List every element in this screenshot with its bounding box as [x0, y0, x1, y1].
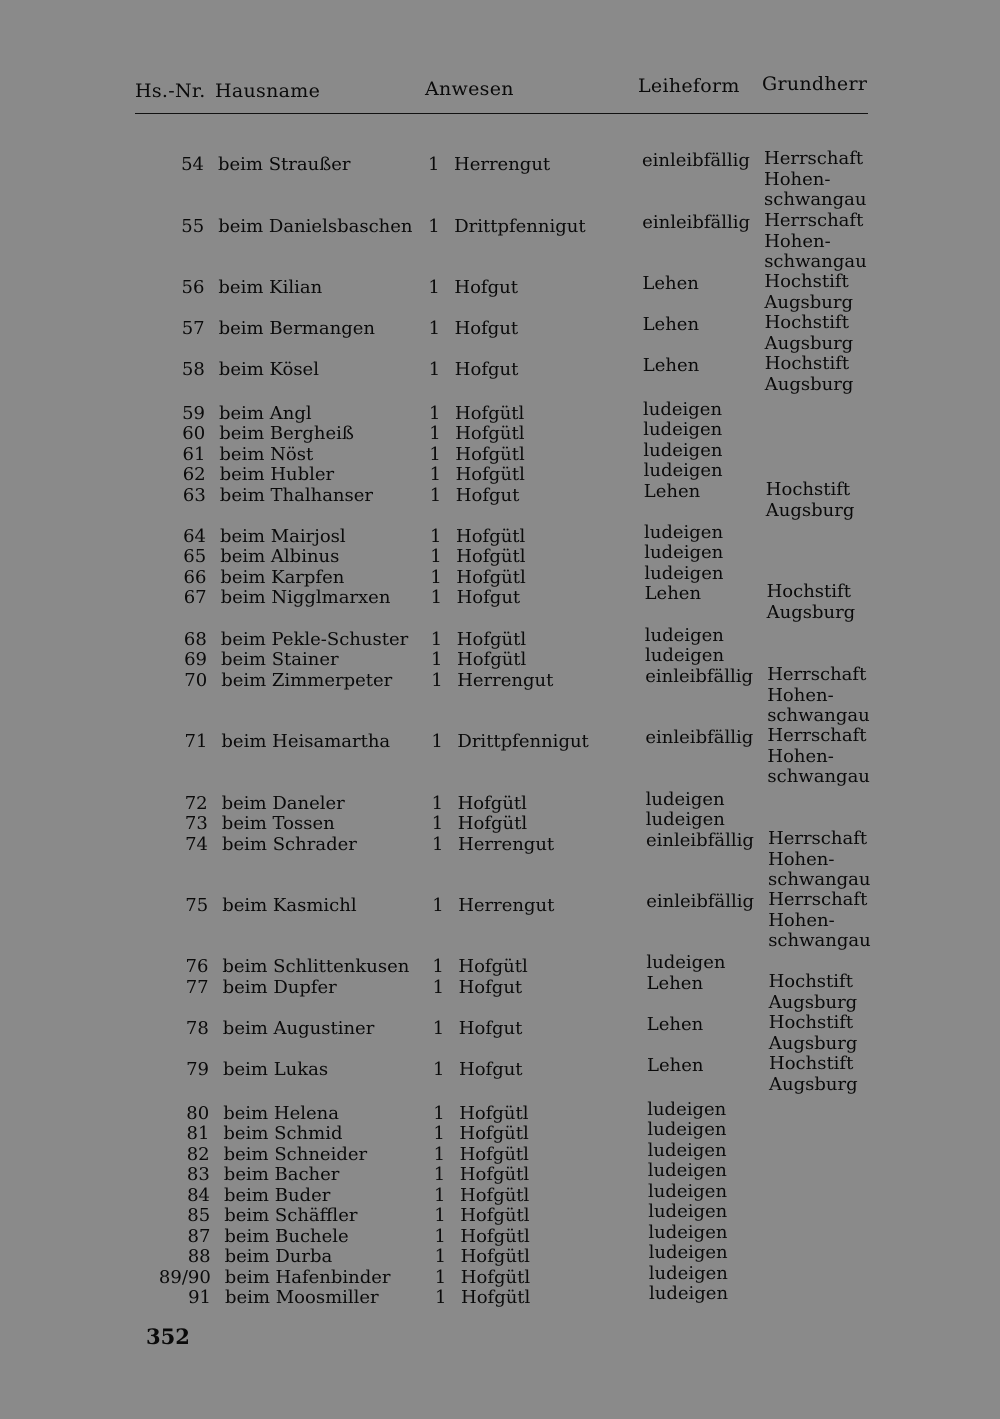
cell-anzahl: 1 [430, 587, 443, 608]
cell-nr: 89/90 [158, 1267, 211, 1288]
cell-leiheform: ludeigen [648, 1242, 728, 1263]
cell-hausname: beim Danielsbaschen [218, 216, 413, 237]
cell-anzahl: 1 [428, 318, 441, 339]
cell-leiheform: einleibfällig [646, 891, 755, 912]
cell-nr: 82 [186, 1144, 210, 1165]
cell-hausname: beim Schlittenkusen [222, 956, 410, 977]
cell-anwesen: Hofgütl [456, 629, 527, 650]
cell-nr: 57 [181, 318, 205, 339]
cell-hausname: beim Hubler [219, 464, 335, 485]
cell-anwesen: Hofgut [459, 1059, 523, 1080]
cell-hausname: beim Karpfen [220, 567, 345, 588]
cell-grundherr: Hochstift Augsburg [768, 971, 858, 1013]
cell-anzahl: 1 [432, 1018, 445, 1039]
cell-nr: 62 [182, 464, 206, 485]
cell-anwesen: Hofgut [454, 318, 519, 339]
cell-anwesen: Drittpfennigut [454, 216, 586, 237]
cell-hausname: beim Nigglmarxen [220, 587, 391, 608]
cell-hausname: beim Lukas [223, 1059, 329, 1080]
cell-nr: 59 [182, 403, 205, 424]
cell-grundherr: Hochstift Augsburg [766, 581, 856, 623]
cell-hausname: beim Durba [224, 1246, 333, 1267]
cell-hausname: beim Buchele [224, 1226, 349, 1247]
cell-anzahl: 1 [428, 154, 440, 175]
cell-anzahl: 1 [429, 464, 442, 485]
cell-leiheform: ludeigen [648, 1181, 728, 1202]
cell-anzahl: 1 [430, 567, 442, 588]
cell-leiheform: ludeigen [645, 645, 725, 666]
cell-anwesen: Hofgut [458, 977, 523, 998]
cell-hausname: beim Stainer [221, 649, 339, 670]
cell-leiheform: ludeigen [647, 1099, 727, 1120]
cell-nr: 66 [183, 567, 207, 588]
cell-hausname: beim Thalhanser [219, 485, 374, 506]
cell-nr: 56 [181, 277, 205, 298]
cell-anzahl: 1 [434, 1226, 446, 1247]
cell-nr: 77 [185, 977, 209, 998]
cell-grundherr: Herrschaft Hohen- schwangau [768, 828, 871, 890]
cell-anwesen: Hofgütl [456, 567, 526, 588]
cell-leiheform: einleibfällig [645, 666, 754, 687]
cell-anwesen: Hofgütl [455, 464, 525, 485]
cell-nr: 74 [185, 834, 208, 855]
cell-leiheform: ludeigen [649, 1283, 729, 1304]
cell-leiheform: einleibfällig [642, 212, 751, 233]
cell-leiheform: ludeigen [648, 1263, 728, 1284]
cell-grundherr: Herrschaft Hohen- schwangau [764, 148, 867, 210]
cell-anzahl: 1 [432, 895, 444, 916]
cell-leiheform: Lehen [643, 481, 701, 502]
cell-anwesen: Drittpfennigut [457, 731, 589, 752]
header-nr: Hs.-Nr. [135, 80, 206, 102]
cell-leiheform: ludeigen [643, 419, 723, 440]
cell-anzahl: 1 [433, 1164, 446, 1185]
cell-anwesen: Hofgut [454, 277, 518, 298]
cell-leiheform: Lehen [642, 355, 700, 376]
cell-nr: 91 [188, 1287, 211, 1308]
header-anwesen: Anwesen [425, 78, 514, 100]
cell-anwesen: Hofgütl [457, 649, 527, 670]
cell-anwesen: Hofgütl [460, 1205, 530, 1226]
cell-anwesen: Hofgütl [455, 423, 525, 444]
cell-nr: 75 [185, 895, 209, 916]
cell-anzahl: 1 [431, 793, 444, 814]
cell-nr: 63 [182, 485, 206, 506]
cell-grundherr: Herrschaft Hohen- schwangau [764, 210, 867, 272]
cell-hausname: beim Kasmichl [222, 895, 357, 916]
cell-nr: 78 [185, 1018, 209, 1039]
cell-anwesen: Hofgütl [457, 793, 527, 814]
cell-nr: 67 [183, 587, 207, 608]
cell-hausname: beim Nöst [219, 444, 314, 465]
cell-nr: 65 [183, 546, 207, 567]
cell-anzahl: 1 [434, 1267, 447, 1288]
cell-anzahl: 1 [435, 1287, 447, 1308]
cell-hausname: beim Daneler [221, 793, 345, 814]
cell-grundherr: Hochstift Augsburg [764, 312, 854, 354]
cell-anzahl: 1 [431, 731, 443, 752]
cell-hausname: beim Bermangen [218, 318, 375, 339]
cell-anzahl: 1 [432, 977, 445, 998]
cell-grundherr: Herrschaft Hohen- schwangau [767, 725, 870, 787]
cell-anzahl: 1 [433, 1144, 446, 1165]
cell-hausname: beim Augustiner [222, 1018, 375, 1039]
cell-hausname: beim Kösel [218, 359, 319, 380]
cell-anwesen: Herrengut [458, 834, 555, 855]
cell-anwesen: Hofgütl [455, 444, 525, 465]
cell-anzahl: 1 [429, 423, 441, 444]
cell-anzahl: 1 [430, 546, 442, 567]
cell-anwesen: Hofgütl [460, 1226, 530, 1247]
cell-leiheform: ludeigen [647, 1119, 727, 1140]
cell-nr: 60 [182, 423, 206, 444]
cell-anwesen: Hofgut [455, 485, 520, 506]
cell-anzahl: 1 [428, 216, 440, 237]
cell-anwesen: Hofgütl [459, 1144, 529, 1165]
cell-anzahl: 1 [432, 956, 444, 977]
cell-leiheform: ludeigen [644, 625, 724, 646]
cell-anwesen: Hofgütl [455, 403, 525, 424]
header-leiheform: Leiheform [638, 75, 740, 97]
page-number: 352 [146, 1324, 190, 1349]
cell-leiheform: ludeigen [645, 789, 725, 810]
cell-hausname: beim Angl [219, 403, 312, 424]
cell-anzahl: 1 [429, 444, 441, 465]
cell-hausname: beim Kilian [218, 277, 323, 298]
cell-leiheform: einleibfällig [646, 830, 754, 851]
cell-leiheform: ludeigen [643, 399, 723, 420]
cell-anwesen: Hofgut [454, 359, 519, 380]
cell-nr: 72 [184, 793, 208, 814]
cell-leiheform: ludeigen [646, 952, 726, 973]
cell-leiheform: ludeigen [644, 542, 724, 563]
cell-hausname: beim Bergheiß [219, 423, 354, 444]
cell-leiheform: Lehen [642, 314, 700, 335]
cell-nr: 85 [187, 1205, 211, 1226]
cell-anzahl: 1 [432, 834, 444, 855]
cell-nr: 64 [183, 526, 206, 547]
cell-grundherr: Hochstift Augsburg [769, 1053, 858, 1095]
cell-nr: 80 [186, 1103, 210, 1124]
cell-anwesen: Hofgütl [460, 1185, 530, 1206]
cell-hausname: beim Schrader [222, 834, 357, 855]
cell-hausname: beim Tossen [221, 813, 335, 834]
cell-nr: 83 [186, 1164, 210, 1185]
cell-anwesen: Herrengut [454, 154, 551, 175]
cell-nr: 84 [187, 1185, 210, 1206]
header-hausname: Hausname [215, 80, 321, 102]
cell-hausname: beim Buder [224, 1185, 331, 1206]
cell-nr: 79 [186, 1059, 209, 1080]
cell-anzahl: 1 [428, 277, 440, 298]
cell-nr: 69 [184, 649, 207, 670]
cell-nr: 71 [184, 731, 208, 752]
cell-leiheform: ludeigen [644, 522, 724, 543]
cell-hausname: beim Helena [223, 1103, 340, 1124]
cell-hausname: beim Albinus [220, 546, 340, 567]
cell-hausname: beim Moosmiller [225, 1287, 379, 1308]
cell-hausname: beim Heisamartha [221, 731, 391, 752]
cell-nr: 58 [181, 359, 205, 380]
cell-leiheform: Lehen [646, 973, 704, 994]
cell-anwesen: Hofgütl [460, 1267, 531, 1288]
cell-leiheform: Lehen [647, 1055, 704, 1076]
cell-hausname: beim Bacher [223, 1164, 340, 1185]
cell-hausname: beim Hafenbinder [224, 1267, 391, 1288]
cell-leiheform: Lehen [642, 273, 699, 294]
cell-anwesen: Hofgütl [457, 813, 528, 834]
cell-anzahl: 1 [430, 629, 443, 650]
cell-leiheform: ludeigen [644, 563, 724, 584]
cell-hausname: beim Zimmerpeter [221, 670, 393, 691]
cell-anzahl: 1 [430, 526, 442, 547]
cell-anzahl: 1 [428, 359, 441, 380]
cell-leiheform: ludeigen [647, 1160, 727, 1181]
cell-anzahl: 1 [429, 403, 441, 424]
cell-hausname: beim Schäffler [224, 1205, 358, 1226]
cell-anwesen: Herrengut [458, 895, 555, 916]
cell-leiheform: ludeigen [648, 1201, 728, 1222]
cell-nr: 81 [186, 1123, 210, 1144]
cell-nr: 54 [181, 154, 204, 175]
cell-leiheform: einleibfällig [645, 727, 754, 748]
cell-anzahl: 1 [434, 1205, 446, 1226]
cell-nr: 55 [181, 216, 205, 237]
header-grundherr: Grundherr [762, 73, 868, 95]
cell-nr: 88 [187, 1246, 211, 1267]
cell-hausname: beim Mairjosl [220, 526, 346, 547]
cell-anwesen: Hofgütl [456, 546, 526, 567]
cell-anzahl: 1 [431, 813, 444, 834]
cell-leiheform: Lehen [646, 1014, 704, 1035]
cell-leiheform: ludeigen [645, 809, 725, 830]
cell-anwesen: Hofgütl [460, 1246, 530, 1267]
cell-anwesen: Hofgütl [458, 956, 528, 977]
cell-anwesen: Herrengut [457, 670, 554, 691]
cell-anwesen: Hofgut [456, 587, 521, 608]
cell-leiheform: ludeigen [647, 1140, 727, 1161]
cell-anwesen: Hofgütl [461, 1287, 531, 1308]
cell-grundherr: Hochstift Augsburg [765, 479, 855, 521]
cell-grundherr: Hochstift Augsburg [768, 1012, 858, 1054]
cell-anzahl: 1 [434, 1185, 446, 1206]
cell-nr: 61 [182, 444, 206, 465]
cell-leiheform: einleibfällig [642, 150, 750, 171]
cell-hausname: beim Pekle-Schuster [220, 629, 409, 650]
cell-anzahl: 1 [434, 1246, 447, 1267]
cell-anzahl: 1 [433, 1059, 445, 1080]
cell-nr: 73 [184, 813, 208, 834]
cell-hausname: beim Schneider [223, 1144, 368, 1165]
cell-leiheform: Lehen [644, 583, 702, 604]
cell-leiheform: ludeigen [643, 460, 723, 481]
cell-nr: 76 [185, 956, 209, 977]
cell-grundherr: Herrschaft Hohen- schwangau [767, 664, 870, 726]
cell-anwesen: Hofgütl [456, 526, 526, 547]
cell-anzahl: 1 [431, 649, 443, 670]
cell-anzahl: 1 [433, 1103, 445, 1124]
cell-anzahl: 1 [433, 1123, 445, 1144]
cell-anwesen: Hofgut [458, 1018, 523, 1039]
cell-hausname: beim Schmid [223, 1123, 343, 1144]
cell-grundherr: Hochstift Augsburg [764, 271, 853, 313]
cell-anzahl: 1 [431, 670, 443, 691]
cell-leiheform: ludeigen [643, 440, 723, 461]
cell-leiheform: ludeigen [648, 1222, 728, 1243]
cell-nr: 70 [184, 670, 208, 691]
cell-hausname: beim Straußer [218, 154, 351, 175]
cell-anwesen: Hofgütl [459, 1164, 530, 1185]
cell-nr: 87 [187, 1226, 211, 1247]
cell-anwesen: Hofgütl [459, 1123, 529, 1144]
cell-anwesen: Hofgütl [459, 1103, 529, 1124]
cell-nr: 68 [183, 629, 207, 650]
cell-grundherr: Hochstift Augsburg [764, 353, 854, 395]
cell-hausname: beim Dupfer [222, 977, 337, 998]
cell-anzahl: 1 [429, 485, 442, 506]
cell-grundherr: Herrschaft Hohen- schwangau [768, 889, 871, 951]
